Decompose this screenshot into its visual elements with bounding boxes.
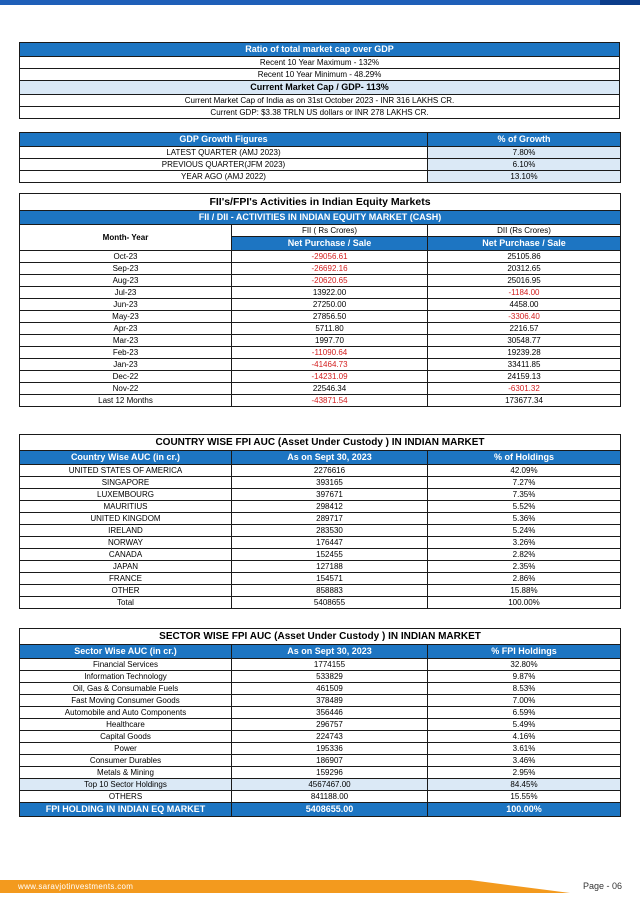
country-value: 5408655 — [232, 597, 428, 609]
fii-table-row — [20, 383, 621, 395]
sector-others-pct: 15.55% — [428, 791, 621, 803]
gdp-growth-value: 7.80% — [428, 147, 621, 159]
country-table-row — [20, 561, 621, 573]
fii-month: Dec-22 — [20, 371, 232, 383]
country-col1-header: Country Wise AUC (in cr.) — [20, 451, 232, 465]
footer-website-link[interactable]: www.saravjotinvestments.com — [18, 882, 134, 891]
country-table-row — [20, 501, 621, 513]
fii-table-title: FII / DII - ACTIVITIES IN INDIAN EQUITY MARKET (CASH) — [20, 211, 621, 225]
gdp-growth-table — [19, 132, 621, 183]
gdp-growth-label: YEAR AGO (AMJ 2022) — [20, 171, 428, 183]
country-value: 298412 — [232, 501, 428, 513]
sector-pct: 2.95% — [428, 767, 621, 779]
fii-net-value: 1997.70 — [232, 335, 428, 347]
sector-name: Oil, Gas & Consumable Fuels — [20, 683, 232, 695]
fii-net-value: -26692.16 — [232, 263, 428, 275]
sector-col2-header: As on Sept 30, 2023 — [232, 645, 428, 659]
dii-net-value: 4458.00 — [428, 299, 621, 311]
sector-table-row — [20, 755, 621, 767]
sector-title: SECTOR WISE FPI AUC (Asset Under Custody ) IN INDIAN MARKET — [20, 629, 621, 645]
sector-table-row — [20, 707, 621, 719]
gdp-growth-label: PREVIOUS QUARTER(JFM 2023) — [20, 159, 428, 171]
fii-month: Aug-23 — [20, 275, 232, 287]
fii-net-value: 22546.34 — [232, 383, 428, 395]
gdp-growth-value: 6.10% — [428, 159, 621, 171]
fii-month: Jun-23 — [20, 299, 232, 311]
country-pct: 7.27% — [428, 477, 621, 489]
country-pct: 2.82% — [428, 549, 621, 561]
fii-section-title: FII's/FPI's Activities in Indian Equity Markets — [20, 194, 621, 211]
sector-value: 159296 — [232, 767, 428, 779]
country-pct: 5.52% — [428, 501, 621, 513]
dii-net-value: 19239.28 — [428, 347, 621, 359]
sector-col1-header: Sector Wise AUC (in cr.) — [20, 645, 232, 659]
gdp-growth-value: 13.10% — [428, 171, 621, 183]
dii-net-header: Net Purchase / Sale — [428, 237, 621, 251]
sector-value: 186907 — [232, 755, 428, 767]
fii-table-row — [20, 335, 621, 347]
country-name: OTHER — [20, 585, 232, 597]
sector-name: Automobile and Auto Components — [20, 707, 232, 719]
ratio-table — [19, 42, 620, 119]
sector-table-row — [20, 695, 621, 707]
fii-table-row — [20, 275, 621, 287]
sector-table-row — [20, 719, 621, 731]
ratio-market-cap: Current Market Cap of India as on 31st October 2023 - INR 316 LAKHS CR. — [20, 95, 620, 107]
fii-net-value: -29056.61 — [232, 251, 428, 263]
country-pct: 15.88% — [428, 585, 621, 597]
sector-others-label: OTHERS — [20, 791, 232, 803]
fii-net-value: 13922.00 — [232, 287, 428, 299]
fii-table-row — [20, 287, 621, 299]
sector-total-value: 5408655.00 — [232, 803, 428, 817]
country-value: 289717 — [232, 513, 428, 525]
country-pct: 2.35% — [428, 561, 621, 573]
fii-net-value: -14231.09 — [232, 371, 428, 383]
sector-pct: 6.59% — [428, 707, 621, 719]
sector-top10-label: Top 10 Sector Holdings — [20, 779, 232, 791]
sector-pct: 32.80% — [428, 659, 621, 671]
fii-table-row — [20, 395, 621, 407]
fii-table-row — [20, 359, 621, 371]
sector-table-row — [20, 767, 621, 779]
fii-month: Feb-23 — [20, 347, 232, 359]
country-pct: 2.86% — [428, 573, 621, 585]
ratio-current-title: Current Market Cap / GDP- 113% — [20, 81, 620, 95]
page-footer — [0, 880, 640, 900]
fii-month: Jan-23 — [20, 359, 232, 371]
ratio-title: Ratio of total market cap over GDP — [20, 43, 620, 57]
country-value: 152455 — [232, 549, 428, 561]
fii-month: Sep-23 — [20, 263, 232, 275]
fii-net-value: -41464.73 — [232, 359, 428, 371]
sector-pct: 5.49% — [428, 719, 621, 731]
sector-table-row — [20, 683, 621, 695]
country-name: UNITED KINGDOM — [20, 513, 232, 525]
country-value: 2276616 — [232, 465, 428, 477]
sector-name: Fast Moving Consumer Goods — [20, 695, 232, 707]
dii-net-value: 33411.85 — [428, 359, 621, 371]
fii-dii-table — [19, 193, 621, 407]
fii-table-row — [20, 347, 621, 359]
fii-net-value: 27856.50 — [232, 311, 428, 323]
country-value: 176447 — [232, 537, 428, 549]
sector-name: Financial Services — [20, 659, 232, 671]
country-table-row — [20, 465, 621, 477]
top-accent-bar — [0, 0, 640, 5]
sector-total-label: FPI HOLDING IN INDIAN EQ MARKET — [20, 803, 232, 817]
fii-net-header: Net Purchase / Sale — [232, 237, 428, 251]
fii-table-row — [20, 251, 621, 263]
sector-name: Capital Goods — [20, 731, 232, 743]
sector-value: 356446 — [232, 707, 428, 719]
dii-net-value: 30548.77 — [428, 335, 621, 347]
sector-name: Metals & Mining — [20, 767, 232, 779]
fii-month: Last 12 Months — [20, 395, 232, 407]
fii-month: Apr-23 — [20, 323, 232, 335]
country-table-row — [20, 513, 621, 525]
country-title: COUNTRY WISE FPI AUC (Asset Under Custody ) IN INDIAN MARKET — [20, 435, 621, 451]
fii-table-row — [20, 263, 621, 275]
fii-table-row — [20, 311, 621, 323]
sector-name: Healthcare — [20, 719, 232, 731]
country-value: 127188 — [232, 561, 428, 573]
dii-net-value: 2216.57 — [428, 323, 621, 335]
country-table-row — [20, 573, 621, 585]
fii-table-row — [20, 299, 621, 311]
sector-pct: 9.87% — [428, 671, 621, 683]
top-accent-bar-dark — [600, 0, 640, 5]
gdp-growth-header-label: GDP Growth Figures — [20, 133, 428, 147]
sector-col3-header: % FPI Holdings — [428, 645, 621, 659]
sector-name: Information Technology — [20, 671, 232, 683]
sector-table-row — [20, 659, 621, 671]
sector-value: 1774155 — [232, 659, 428, 671]
sector-auc-table — [19, 628, 621, 817]
country-value: 283530 — [232, 525, 428, 537]
country-table-row — [20, 597, 621, 609]
sector-value: 224743 — [232, 731, 428, 743]
sector-top10-pct: 84.45% — [428, 779, 621, 791]
country-name: JAPAN — [20, 561, 232, 573]
gdp-growth-label: LATEST QUARTER (AMJ 2023) — [20, 147, 428, 159]
sector-table-row — [20, 731, 621, 743]
sector-pct: 3.61% — [428, 743, 621, 755]
country-name: CANADA — [20, 549, 232, 561]
dii-net-value: 20312.65 — [428, 263, 621, 275]
sector-pct: 7.00% — [428, 695, 621, 707]
fii-month: Oct-23 — [20, 251, 232, 263]
sector-total-pct: 100.00% — [428, 803, 621, 817]
dii-net-value: 24159.13 — [428, 371, 621, 383]
dii-net-value: 25016.95 — [428, 275, 621, 287]
country-value: 397671 — [232, 489, 428, 501]
fii-table-row — [20, 323, 621, 335]
country-name: IRELAND — [20, 525, 232, 537]
footer-bar-tail — [470, 880, 570, 893]
country-pct: 5.24% — [428, 525, 621, 537]
country-name: FRANCE — [20, 573, 232, 585]
country-table-row — [20, 549, 621, 561]
fii-net-value: -20620.65 — [232, 275, 428, 287]
country-value: 154571 — [232, 573, 428, 585]
dii-header: DII (Rs Crores) — [428, 225, 621, 237]
ratio-min: Recent 10 Year Minimum - 48.29% — [20, 69, 620, 81]
country-auc-table — [19, 434, 621, 609]
sector-others-value: 841188.00 — [232, 791, 428, 803]
country-name: SINGAPORE — [20, 477, 232, 489]
country-col3-header: % of Holdings — [428, 451, 621, 465]
country-pct: 3.26% — [428, 537, 621, 549]
fii-header: FII ( Rs Crores) — [232, 225, 428, 237]
sector-name: Consumer Durables — [20, 755, 232, 767]
country-table-row — [20, 585, 621, 597]
sector-pct: 3.46% — [428, 755, 621, 767]
dii-net-value: -1184.00 — [428, 287, 621, 299]
ratio-max: Recent 10 Year Maximum - 132% — [20, 57, 620, 69]
country-table-row — [20, 489, 621, 501]
fii-month: Jul-23 — [20, 287, 232, 299]
dii-net-value: -3306.40 — [428, 311, 621, 323]
fii-table-row — [20, 371, 621, 383]
country-name: NORWAY — [20, 537, 232, 549]
fii-month-header: Month- Year — [20, 225, 232, 251]
country-pct: 100.00% — [428, 597, 621, 609]
country-value: 393165 — [232, 477, 428, 489]
country-pct: 42.09% — [428, 465, 621, 477]
dii-net-value: 173677.34 — [428, 395, 621, 407]
fii-net-value: 5711.80 — [232, 323, 428, 335]
fii-net-value: -43871.54 — [232, 395, 428, 407]
country-value: 858883 — [232, 585, 428, 597]
sector-value: 296757 — [232, 719, 428, 731]
footer-page-number: Page - 06 — [582, 881, 622, 891]
ratio-gdp: Current GDP: $3.38 TRLN US dollars or INR 278 LAKHS CR. — [20, 107, 620, 119]
country-col2-header: As on Sept 30, 2023 — [232, 451, 428, 465]
sector-value: 195336 — [232, 743, 428, 755]
sector-top10-value: 4567467.00 — [232, 779, 428, 791]
country-name: UNITED STATES OF AMERICA — [20, 465, 232, 477]
fii-net-value: 27250.00 — [232, 299, 428, 311]
country-table-row — [20, 537, 621, 549]
fii-net-value: -11090.64 — [232, 347, 428, 359]
country-name: MAURITIUS — [20, 501, 232, 513]
sector-value: 461509 — [232, 683, 428, 695]
sector-table-row — [20, 743, 621, 755]
country-name: LUXEMBOURG — [20, 489, 232, 501]
country-table-row — [20, 477, 621, 489]
sector-value: 378489 — [232, 695, 428, 707]
country-pct: 7.35% — [428, 489, 621, 501]
dii-net-value: -6301.32 — [428, 383, 621, 395]
sector-table-row — [20, 671, 621, 683]
fii-month: Mar-23 — [20, 335, 232, 347]
country-table-row — [20, 525, 621, 537]
sector-name: Power — [20, 743, 232, 755]
country-name: Total — [20, 597, 232, 609]
gdp-growth-header-value: % of Growth — [428, 133, 621, 147]
sector-pct: 8.53% — [428, 683, 621, 695]
dii-net-value: 25105.86 — [428, 251, 621, 263]
sector-pct: 4.16% — [428, 731, 621, 743]
fii-month: May-23 — [20, 311, 232, 323]
sector-value: 533829 — [232, 671, 428, 683]
fii-month: Nov-22 — [20, 383, 232, 395]
country-pct: 5.36% — [428, 513, 621, 525]
